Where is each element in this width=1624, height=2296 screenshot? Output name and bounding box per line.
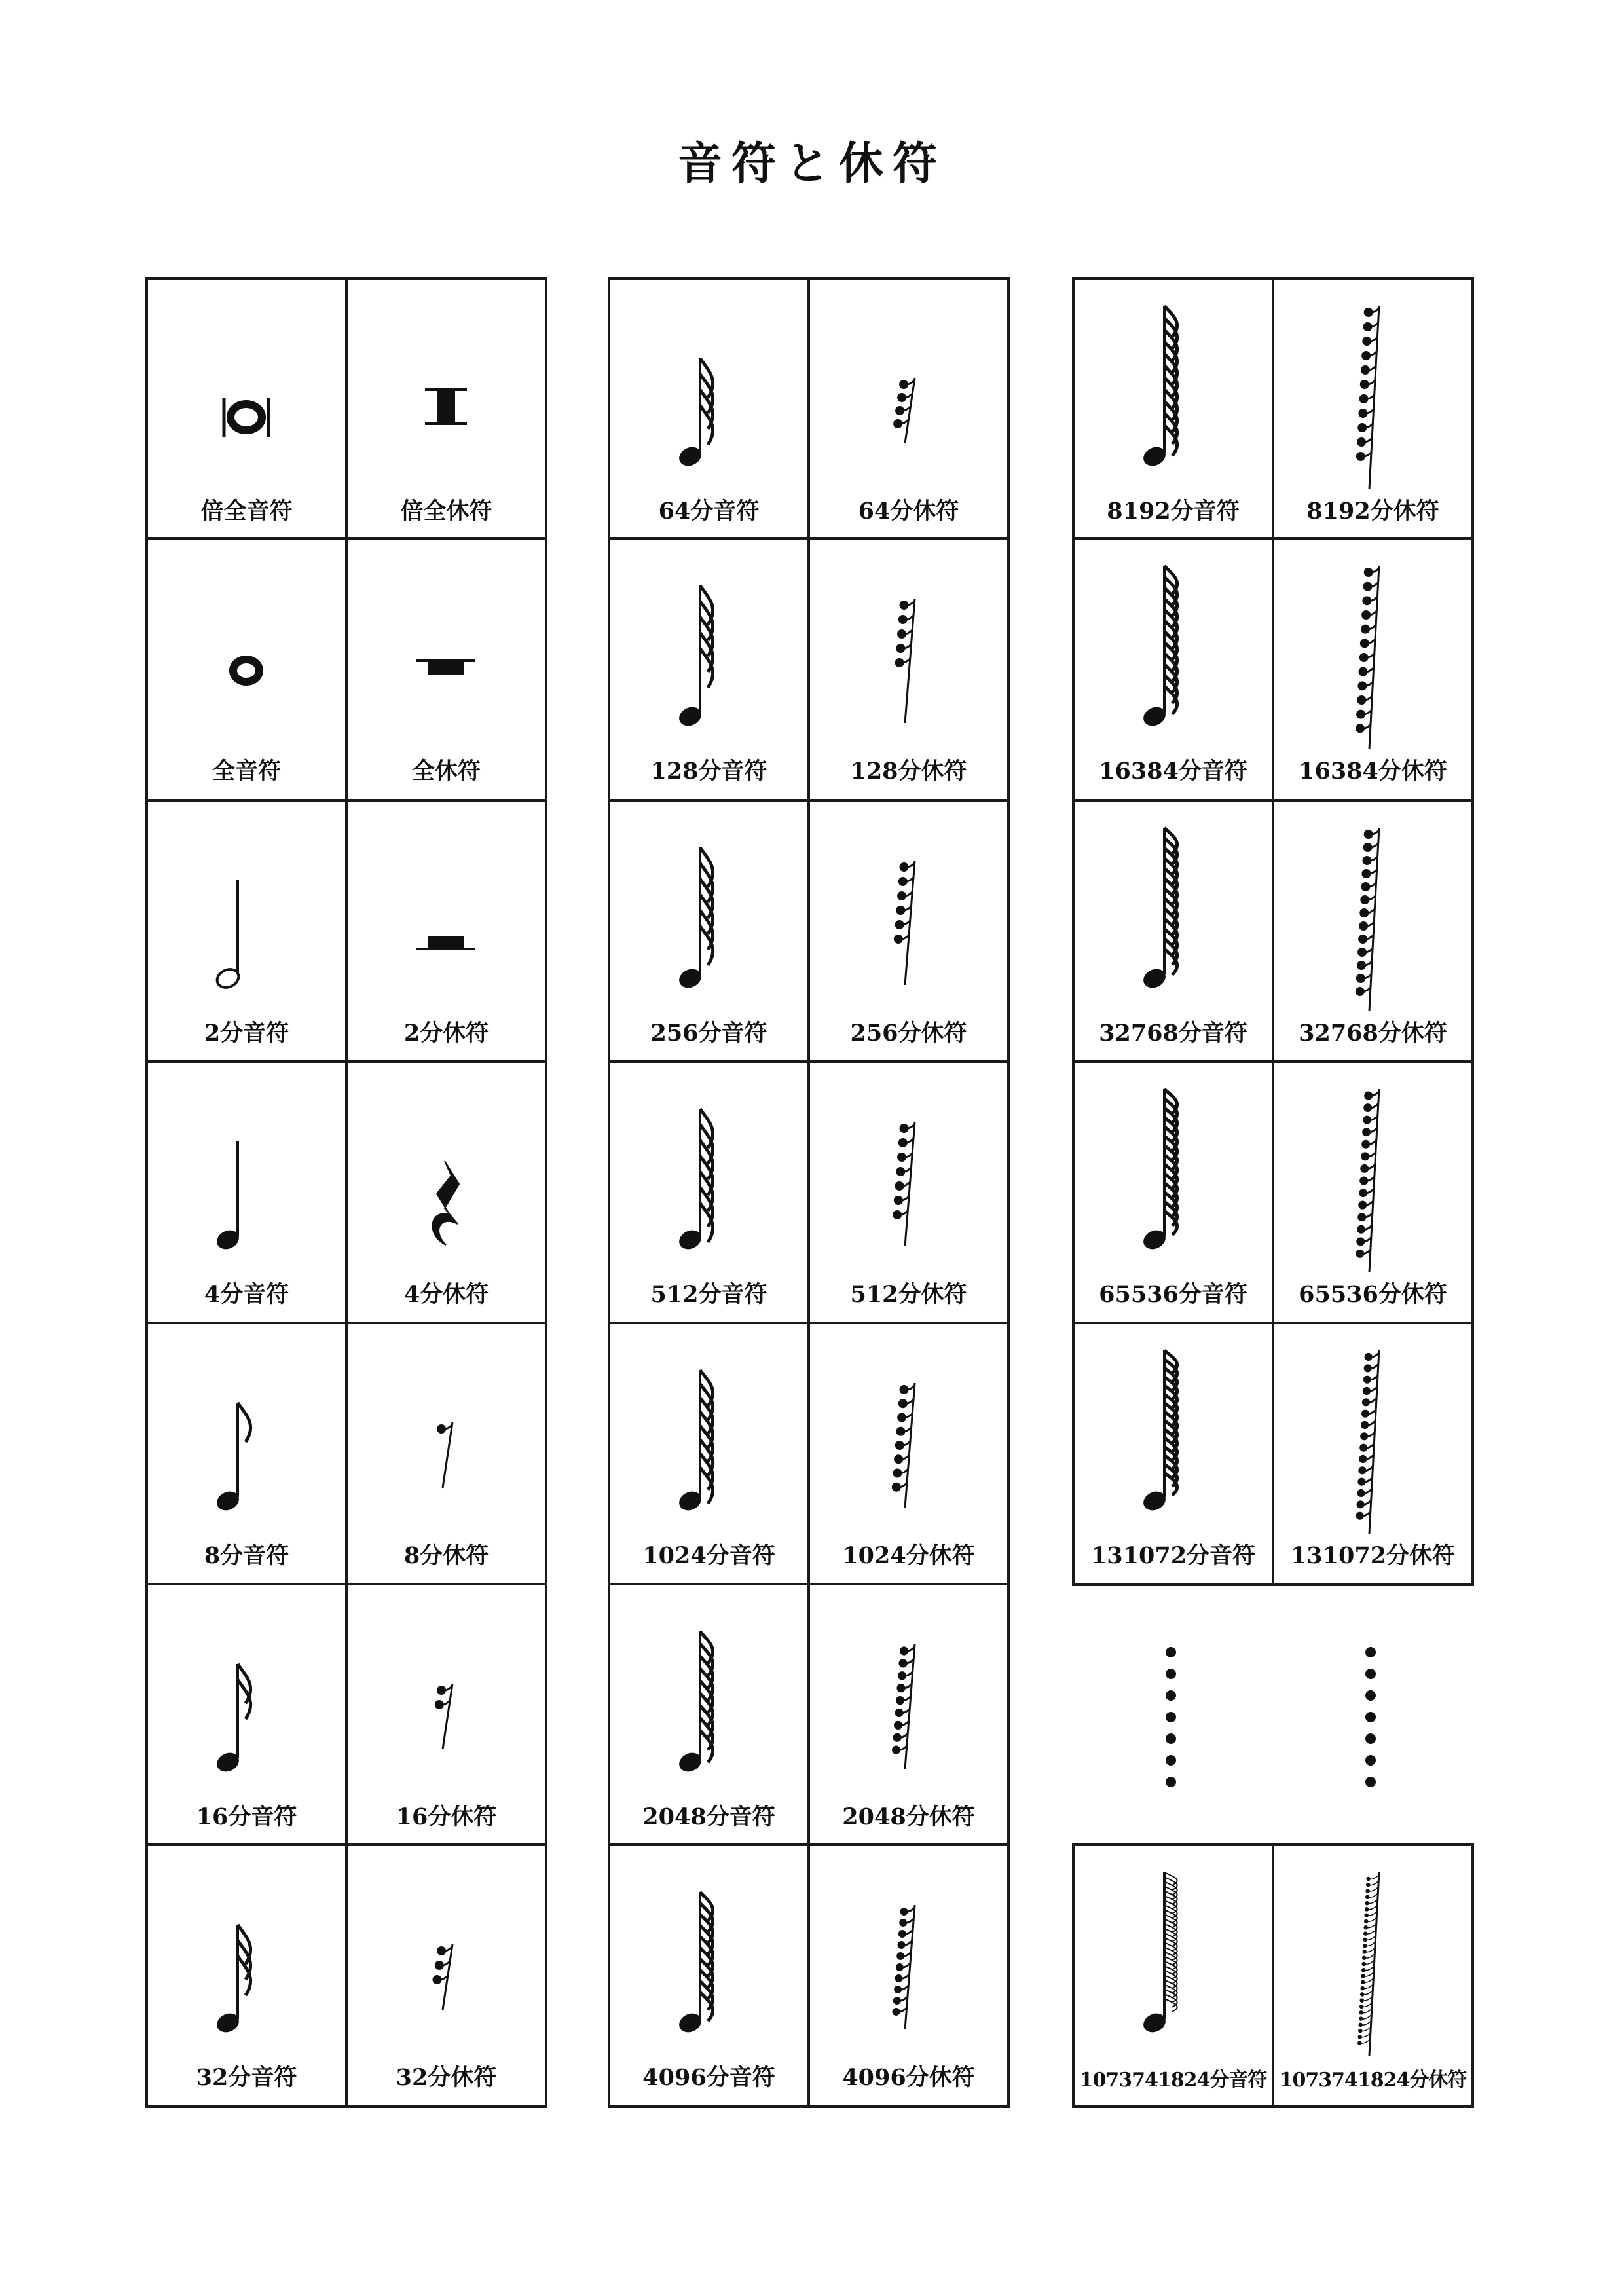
flag-note-symbol bbox=[676, 847, 713, 991]
note-cell bbox=[145, 537, 348, 802]
ellipsis-dot bbox=[1166, 1690, 1176, 1701]
note-label: 全音符 bbox=[212, 758, 281, 785]
flag-note-symbol bbox=[1141, 1350, 1177, 1513]
rest-label: 16分休符 bbox=[396, 1804, 497, 1830]
half-rest-symbol bbox=[416, 936, 475, 949]
flag-rest-symbol bbox=[1356, 1089, 1379, 1272]
flag-rest-symbol bbox=[1356, 306, 1379, 489]
rest-label: 512分休符 bbox=[850, 1281, 967, 1308]
note-label: 512分音符 bbox=[650, 1281, 767, 1308]
rest-cell bbox=[345, 1843, 547, 2108]
flag-rest-symbol bbox=[1356, 1350, 1379, 1534]
quarter-note-symbol bbox=[214, 1141, 242, 1252]
flag-note-symbol bbox=[214, 1664, 251, 1775]
ellipsis-dot bbox=[1365, 1690, 1376, 1701]
note-label: 2分音符 bbox=[204, 1020, 289, 1046]
page-title: 音符と休符 bbox=[677, 138, 946, 190]
rest-cell bbox=[1272, 1060, 1474, 1325]
flag-rest-symbol bbox=[892, 1644, 915, 1769]
flag-rest-symbol bbox=[433, 1944, 453, 2010]
ellipsis-dot bbox=[1166, 1755, 1176, 1766]
whole-rest-symbol bbox=[416, 661, 475, 675]
rest-cell bbox=[807, 1843, 1010, 2108]
ellipsis-dot bbox=[1166, 1733, 1176, 1744]
rest-cell bbox=[807, 1322, 1010, 1586]
flag-note-symbol bbox=[214, 1925, 251, 2035]
quarter-rest-symbol bbox=[432, 1161, 459, 1245]
rest-cell bbox=[345, 1322, 547, 1586]
note-cell bbox=[1072, 1322, 1274, 1586]
rest-cell bbox=[1272, 1322, 1474, 1586]
flag-note-symbol bbox=[676, 585, 713, 729]
flag-note-symbol bbox=[1141, 566, 1177, 729]
flag-note-symbol bbox=[676, 1109, 713, 1252]
note-cell bbox=[145, 277, 348, 542]
rest-cell bbox=[1272, 537, 1474, 802]
whole-note-symbol bbox=[233, 659, 259, 682]
flag-note-symbol bbox=[1141, 306, 1177, 469]
note-label: 8192分音符 bbox=[1107, 498, 1240, 525]
rest-label: 8192分休符 bbox=[1306, 498, 1439, 525]
rest-label: 全休符 bbox=[411, 758, 481, 785]
note-label: 16分音符 bbox=[196, 1804, 297, 1830]
rest-label: 16384分休符 bbox=[1299, 758, 1447, 785]
rest-label: 131072分休符 bbox=[1290, 1542, 1456, 1569]
note-label: 4分音符 bbox=[204, 1281, 289, 1308]
ellipsis-dot bbox=[1166, 1647, 1176, 1657]
note-cell bbox=[608, 799, 810, 1064]
rest-cell bbox=[345, 277, 547, 542]
rest-label: 256分休符 bbox=[850, 1020, 967, 1046]
flag-note-symbol bbox=[676, 1370, 713, 1513]
rest-cell bbox=[807, 1060, 1010, 1325]
rest-cell bbox=[345, 799, 547, 1064]
flag-rest-symbol bbox=[892, 1383, 915, 1508]
rest-cell bbox=[807, 799, 1010, 1064]
flag-rest-symbol bbox=[893, 378, 915, 443]
note-cell bbox=[608, 1583, 810, 1847]
note-cell bbox=[145, 1583, 348, 1847]
ellipsis-dot bbox=[1365, 1777, 1376, 1787]
ellipsis-dot bbox=[1365, 1712, 1376, 1722]
rest-label: 128分休符 bbox=[850, 758, 967, 785]
note-label: 256分音符 bbox=[650, 1020, 767, 1046]
ellipsis-dot bbox=[1166, 1777, 1176, 1787]
note-label: 1024分音符 bbox=[642, 1542, 775, 1569]
note-label: 4096分音符 bbox=[642, 2064, 775, 2091]
rest-label: 1073741824分休符 bbox=[1279, 2069, 1467, 2092]
ellipsis-dot bbox=[1365, 1647, 1376, 1657]
ellipsis-dot bbox=[1365, 1669, 1376, 1679]
ellipsis-dot bbox=[1166, 1669, 1176, 1679]
note-label: 16384分音符 bbox=[1099, 758, 1247, 785]
flag-note-symbol bbox=[1141, 1872, 1177, 2035]
flag-rest-symbol bbox=[892, 1905, 915, 2029]
rest-cell bbox=[345, 1583, 547, 1847]
note-label: 65536分音符 bbox=[1099, 1281, 1247, 1308]
note-cell bbox=[608, 537, 810, 802]
flag-rest-symbol bbox=[1356, 566, 1379, 749]
note-cell bbox=[1072, 277, 1274, 542]
note-cell bbox=[1072, 1843, 1274, 2108]
ellipsis-dot bbox=[1365, 1755, 1376, 1766]
note-cell bbox=[608, 277, 810, 542]
note-cell bbox=[1072, 537, 1274, 802]
rest-cell bbox=[1272, 799, 1474, 1064]
rest-label: 4分休符 bbox=[403, 1281, 489, 1308]
flag-rest-symbol bbox=[1356, 828, 1379, 1011]
rest-cell bbox=[345, 537, 547, 802]
note-label: 32768分音符 bbox=[1099, 1020, 1247, 1046]
ellipsis-dot bbox=[1166, 1712, 1176, 1722]
note-cell bbox=[145, 1843, 348, 2108]
rest-label: 2分休符 bbox=[403, 1020, 489, 1046]
rest-cell bbox=[345, 1060, 547, 1325]
flag-rest-symbol bbox=[435, 1684, 452, 1749]
rest-label: 4096分休符 bbox=[842, 2064, 975, 2091]
note-label: 1073741824分音符 bbox=[1079, 2069, 1267, 2092]
note-label: 128分音符 bbox=[650, 758, 767, 785]
flag-rest-symbol bbox=[894, 861, 915, 985]
rest-label: 2048分休符 bbox=[842, 1804, 975, 1830]
note-cell bbox=[608, 1322, 810, 1586]
ellipsis-dot bbox=[1365, 1733, 1376, 1744]
flag-rest-symbol bbox=[437, 1422, 452, 1488]
note-cell bbox=[608, 1843, 810, 2108]
rest-cell bbox=[807, 1583, 1010, 1847]
breve-note-symbol bbox=[224, 398, 268, 437]
rest-cell bbox=[1272, 277, 1474, 542]
rest-label: 8分休符 bbox=[403, 1542, 489, 1569]
rest-cell bbox=[807, 277, 1010, 542]
note-label: 131072分音符 bbox=[1090, 1542, 1256, 1569]
flag-note-symbol bbox=[1141, 828, 1177, 991]
flag-note-symbol bbox=[676, 1892, 713, 2035]
flag-note-symbol bbox=[1141, 1089, 1177, 1252]
rest-cell bbox=[1272, 1843, 1474, 2108]
flag-note-symbol bbox=[676, 358, 713, 469]
rest-label: 倍全休符 bbox=[400, 498, 492, 525]
note-label: 8分音符 bbox=[204, 1542, 289, 1569]
note-cell bbox=[145, 799, 348, 1064]
rest-label: 1024分休符 bbox=[842, 1542, 975, 1569]
flag-rest-symbol bbox=[893, 1122, 915, 1246]
rest-label: 64分休符 bbox=[858, 498, 959, 525]
note-cell bbox=[1072, 1060, 1274, 1325]
note-cell bbox=[1072, 799, 1274, 1064]
rest-cell bbox=[807, 537, 1010, 802]
flag-note-symbol bbox=[676, 1631, 713, 1775]
note-cell bbox=[145, 1322, 348, 1586]
note-label: 64分音符 bbox=[658, 498, 760, 525]
rest-label: 32768分休符 bbox=[1299, 1020, 1447, 1046]
flag-rest-symbol bbox=[895, 599, 915, 723]
half-note-symbol bbox=[214, 880, 242, 991]
flag-note-symbol bbox=[214, 1403, 251, 1513]
note-label: 2048分音符 bbox=[642, 1804, 775, 1830]
flag-rest-symbol bbox=[1357, 1872, 1379, 2056]
note-label: 32分音符 bbox=[196, 2064, 297, 2091]
note-cell bbox=[608, 1060, 810, 1325]
note-cell bbox=[145, 1060, 348, 1325]
rest-label: 65536分休符 bbox=[1299, 1281, 1447, 1308]
rest-label: 32分休符 bbox=[396, 2064, 497, 2091]
note-label: 倍全音符 bbox=[200, 498, 293, 525]
breve-rest-symbol bbox=[425, 390, 467, 424]
